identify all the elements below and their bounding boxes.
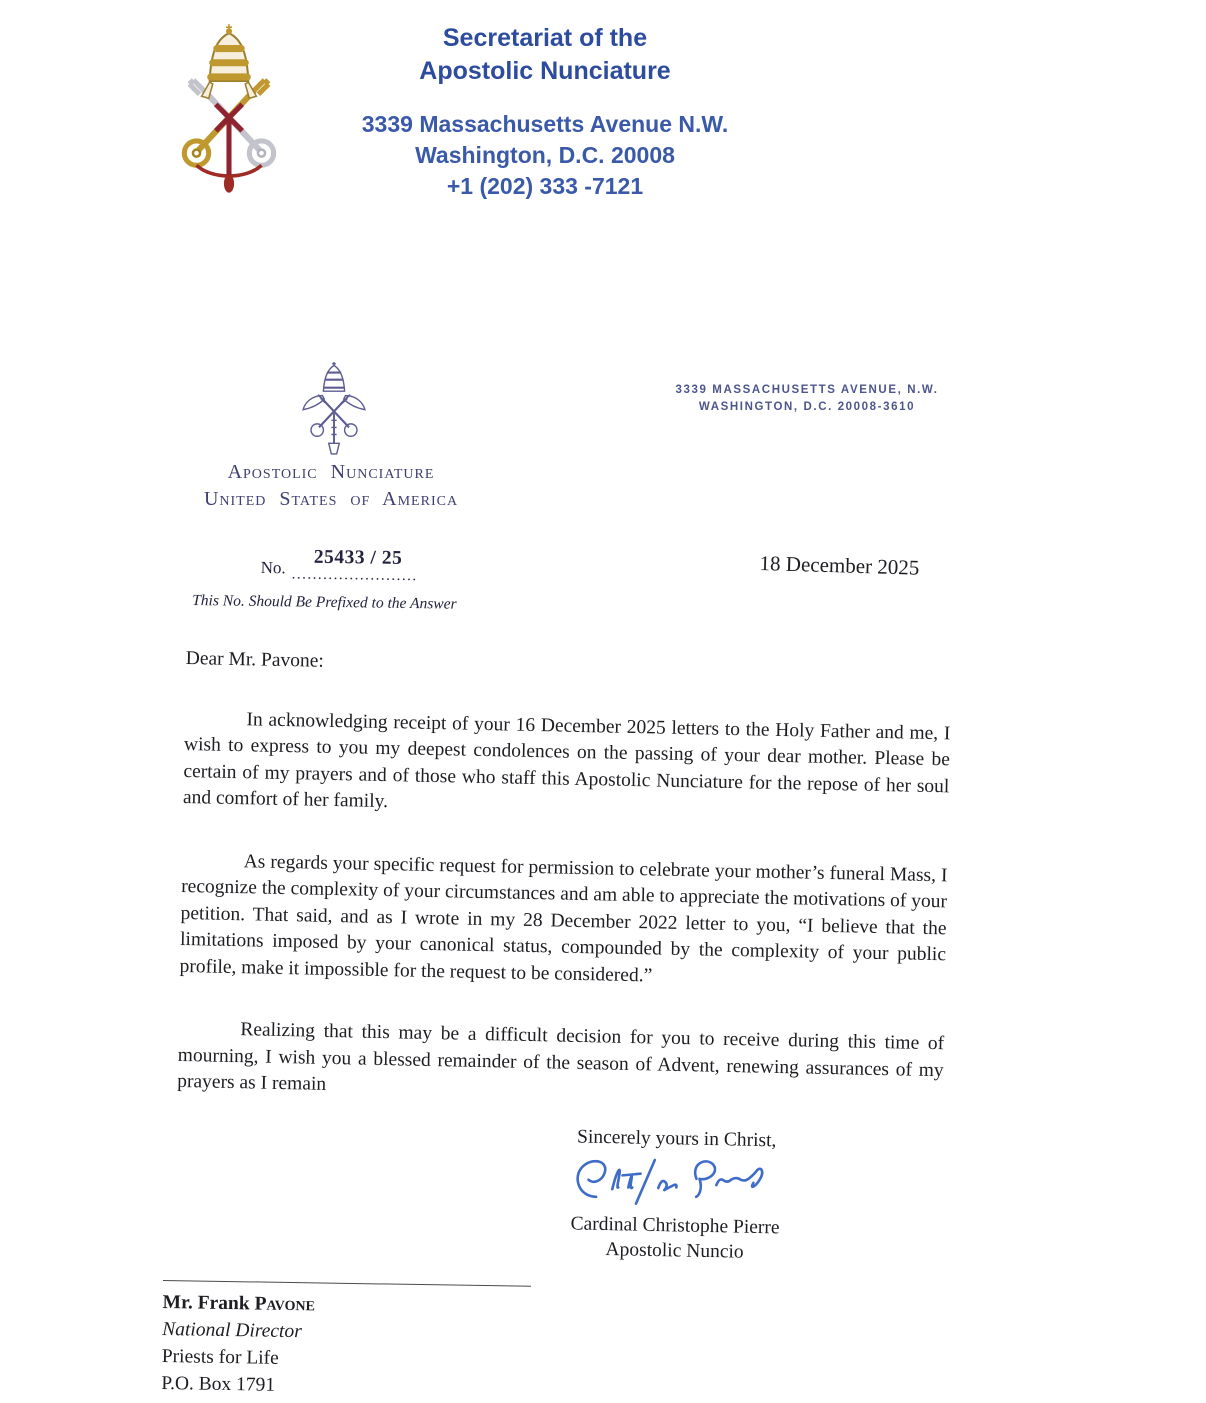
paragraph-1: In acknowledging receipt of your 16 December 2025 letters to the Holy Father and me, I wish to express to you my deepest condolences on the passing of your dear mother. Please be certain of my prayers and of those who staff this Apostolic Nunciature for the repose of her soul and comfort of her family.	[182, 708, 951, 813]
nunciature-emblem-icon	[298, 362, 370, 461]
papal-coat-of-arms-icon	[163, 22, 295, 202]
printed-letterhead	[330, 22, 760, 202]
header-address-line2: Washington, D.C. 20008	[415, 142, 675, 168]
reference-number-block	[192, 545, 457, 614]
nunciature-name-line2: United States of America	[203, 488, 459, 510]
nunciature-address-line1: 3339 MASSACHUSETTS AVENUE, N.W.	[675, 384, 939, 396]
recipient-name-prefix: Mr. Frank	[162, 1291, 250, 1315]
recipient-divider-line	[163, 1280, 531, 1287]
reference-note: This No. Should Be Prefixed to the Answer	[192, 591, 457, 613]
letter-date: 18 December 2025	[759, 551, 920, 580]
reference-label: No.	[260, 557, 286, 578]
signer-name: Cardinal Christophe Pierre	[570, 1213, 780, 1239]
nunciature-name-block	[175, 459, 487, 513]
nunciature-name-line1: Apostolic Nunciature	[227, 461, 435, 483]
recipient-block	[161, 1280, 563, 1403]
org-name-line1: Secretariat of the	[442, 24, 648, 52]
recipient-surname: Pavone	[254, 1293, 316, 1316]
signer-title: Apostolic Nuncio	[605, 1239, 744, 1263]
reference-dotted-line: ........................	[291, 566, 418, 585]
org-name-line2: Apostolic Nunciature	[419, 57, 671, 85]
nunciature-address-block	[652, 382, 962, 416]
nunciature-address-line2: WASHINGTON, D.C. 20008-3610	[698, 401, 916, 413]
header-address-line1: 3339 Massachusetts Avenue N.W.	[361, 111, 729, 137]
recipient-title: National Director	[162, 1318, 302, 1343]
header-spacer	[330, 88, 760, 109]
reference-number: 25433 / 25	[313, 546, 403, 569]
paragraph-2: As regards your specific request for permission to celebrate your mother’s funeral Mass, I recognize the complexity of your circumstances and am able to appreciate the motivations of your petition. That said, and as I wrote in my 28 December 2022 letter to you, “I believe that the limitations imposed by your canonical status, compounded by the complexity of your public profile, make it impossible for the request to be considered.”	[179, 850, 948, 986]
letter-body	[177, 646, 952, 1111]
paragraph-3: Realizing that this may be a difficult decision for you to receive during this time of mourning, I wish you a blessed remainder of the season of Advent, renewing assurances of my prayers as I remain	[177, 1019, 945, 1095]
closing-block	[549, 1124, 802, 1266]
header-phone: +1 (202) 333 -7121	[446, 173, 644, 199]
recipient-address: P.O. Box 1791	[161, 1372, 276, 1396]
handwritten-signature	[563, 1152, 789, 1218]
salutation: Dear Mr. Pavone:	[185, 647, 325, 672]
valediction: Sincerely yours in Christ,	[576, 1126, 777, 1152]
recipient-organization: Priests for Life	[161, 1345, 279, 1369]
